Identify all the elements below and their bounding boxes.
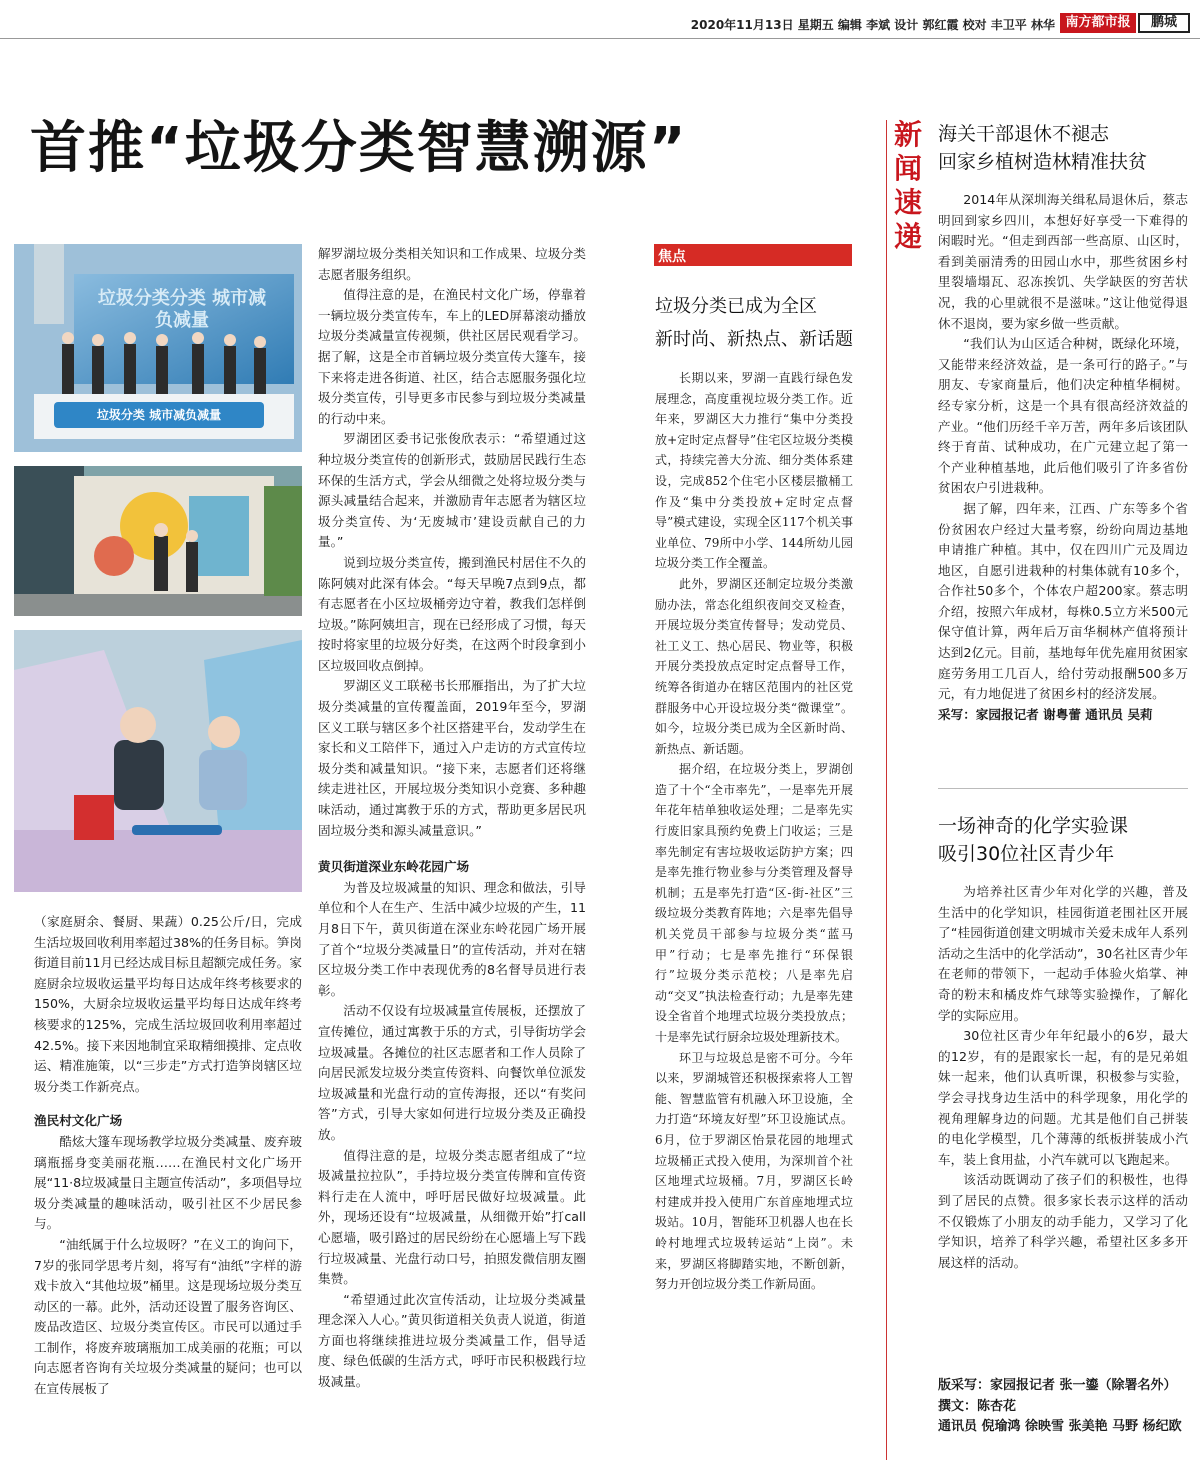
news-flash-label: 新闻速递 <box>894 118 923 253</box>
article-paragraph: “希望通过此次宣传活动，让垃圾分类减量理念深入人心。”黄贝街道相关负责人说道，街道方面也将继续推进垃圾分类减量工作，倡导适度、绿色低碳的生活方式，呼吁市民积极践行垃圾减量。 <box>318 1291 586 1390</box>
stage-event-photo <box>14 244 302 452</box>
credit-line-1: 版采写：家园报记者 张一鎏（除署名外） <box>938 1378 1177 1393</box>
mural-scene-illustration <box>14 466 302 616</box>
column-1-text <box>34 912 302 1400</box>
article-paragraph: 罗湖团区委书记张俊欣表示：“希望通过这种垃圾分类宣传的创新形式，鼓励居民践行生态环保的生活方式，学会从细微之处将垃圾分类与源头减量结合起来，并激励青年志愿者为辖区垃圾分类宣传、为‘无废城市’建设贡献自己的力量。” <box>318 431 586 550</box>
focus-paragraph: 此外，罗湖区还制定垃圾分类激励办法，常态化组织夜间交叉检查，开展垃圾分类宣传督导；发动党员、社工义工、热心居民、物业等，积极开展分类投放点定时定点督导工作，统筹各街道办在辖区范围内的社区党群服务中心开设垃圾分类“微课堂”。如今，垃圾分类已成为全区新时尚、新热点、新话题。 <box>655 576 853 756</box>
focus-title-line2: 新时尚、新热点、新话题 <box>655 329 853 350</box>
story1-title-line1: 海关干部退休不褪志 <box>938 123 1110 145</box>
masthead-bar <box>0 10 1200 36</box>
article-paragraph: 解罗湖垃圾分类相关知识和工作成果、垃圾分类志愿者服务组织。 <box>318 246 586 282</box>
article-paragraph: 为普及垃圾减量的知识、理念和做法，引导单位和个人在生产、生活中减少垃圾的产生，11月8日下午，黄贝街道在深业东岭花园广场开展了首个“垃圾分类减量日”的宣传活动，并对在辖区垃圾分类工作中表现优秀的8名督导员进行表彰。 <box>318 879 586 998</box>
story1-paragraph: 2014年从深圳海关缉私局退休后，蔡志明回到家乡四川，本想好好享受一下难得的闲暇时光。“但走到西部一些高原、山区时，看到美丽清秀的田园山水中，那些贫困乡村里裂墙塌瓦、忍冻挨饥、失学缺医的穷苦状况，我的心里就很不是滋味。”这让他觉得退休不退岗，要为家乡做一些贡献。 <box>938 192 1188 331</box>
story2-paragraph: 该活动既调动了孩子们的积极性，也得到了居民的点赞。很多家长表示这样的活动不仅锻炼了小朋友的动手能力，又学习了化学知识，培养了科学兴趣，希望社区多多开展这样的活动。 <box>938 1172 1188 1270</box>
article-paragraph: 说到垃圾分类宣传，搬到渔民村居住不久的陈阿姨对此深有体会。“每天早晚7点到9点，都有志愿者在小区垃圾桶旁边守着，教我们怎样倒垃圾。”陈阿姨坦言，现在已经形成了习惯，每天按时将家里的垃圾分好类，在这两个时段拿到小区垃圾回收点倒掉。 <box>318 554 586 673</box>
focus-paragraph: 环卫与垃圾总是密不可分。今年以来，罗湖城管还积极探索将人工智能、智慧监管有机融入环卫设施，全力打造“环境友好型”环卫设施试点。6月，位于罗湖区怡景花园的地埋式垃圾桶正式投入使用，为深圳首个社区地埋式垃圾桶。7月，罗湖区长岭村建成并投入使用广东首座地埋式垃圾站。10月，智能环卫机器人也在长岭村地埋式垃圾转运站“上岗”。未来，罗湖区将脚踏实地，不断创新，努力开创垃圾分类工作新局面。 <box>655 1050 853 1292</box>
story1-title-line2: 回家乡植树造林精准扶贫 <box>938 151 1148 173</box>
news-story-1-text <box>938 190 1188 725</box>
focus-title <box>655 290 855 356</box>
article-paragraph: 酷炫大篷车现场教学垃圾分类减量、废弃玻璃瓶摇身变美丽花瓶……在渔民村文化广场开展“11·8垃圾减量日主题宣传活动”，多项倡导垃圾分类减量的趣味活动，吸引社区不少居民参与。 <box>34 1133 302 1232</box>
focus-text <box>655 368 853 1295</box>
focus-bar <box>654 244 852 266</box>
page-credits <box>938 1376 1188 1438</box>
focus-paragraph: 长期以来，罗湖一直践行绿色发展理念，高度重视垃圾分类工作。近年来，罗湖区大力推行“集中分类投放+定时定点督导”住宅区垃圾分类模式，持续完善大分流、细分类体系建设，完成852个住宅小区楼层撤桶工作及“集中分类投放+定时定点督导”模式建设，实现全区117个机关事业单位、79所中小学、144所幼儿园垃圾分类工作全覆盖。 <box>655 371 853 571</box>
news-story-2-title <box>938 812 1188 868</box>
children-activity-photo <box>14 630 302 892</box>
focus-tag: 焦点 <box>658 249 686 265</box>
article-paragraph: （家庭厨余、餐厨、果蔬）0.25公斤/日，完成生活垃圾回收利用率超过38%的任务目标。笋岗街道目前11月已经达成目标且超额完成任务。家庭厨余垃圾收运量平均每日达成年终考核要求的150%，大厨余垃圾收运量平均每日达成年终考核要求的125%，完成生活垃圾回收利用率超过42.5%。接下来因地制宜采取精细摸排、定点收运、精准施策，以“三步走”方式打造笋岗辖区垃圾分类工作新亮点。 <box>34 914 302 1094</box>
issue-info: 2020年11月13日 星期五 编辑 李斌 设计 郭红霞 校对 丰卫平 林华 <box>690 18 1055 32</box>
subheading-fishing-village: 渔民村文化广场 <box>34 1113 123 1129</box>
column-2-text <box>318 244 586 1393</box>
stage-front-text: 垃圾分类 城市减负减量 <box>96 408 222 422</box>
article-paragraph: 罗湖区义工联秘书长邢雁指出，为了扩大垃圾分类减量的宣传覆盖面，2019年至今，罗湖区义工联与辖区多个社区搭建平台，发动学生在家长和义工陪伴下，通过入户走访的方式宣传垃圾分类和减量知识。“接下来，志愿者们还将继续走进社区，开展垃圾分类知识小竞赛、多种趣味活动，通过寓教于乐的方式，帮助更多居民巩固垃圾分类和源头减量意识。” <box>318 678 586 838</box>
story2-title-line1: 一场神奇的化学实验课 <box>938 815 1129 837</box>
article-paragraph: 值得注意的是，在渔民村文化广场，停靠着一辆垃圾分类宣传车，车上的LED屏幕滚动播放垃圾分类减量宣传视频，供社区居民观看学习。据了解，这是全市首辆垃圾分类宣传大篷车，接下来将走进各街道、社区，结合志愿服务强化垃圾分类宣传，引导更多市民参与到垃圾分类减量的行动中来。 <box>318 287 586 426</box>
story1-credit: 采写：家园报记者 谢粤蕾 通讯员 吴莉 <box>938 706 1153 722</box>
focus-paragraph: 据介绍，在垃圾分类上，罗湖创造了十个“全市率先”，一是率先开展年花年桔单独收运处理；二是率先实行废旧家具预约免费上门收运；三是率先制定有害垃圾收运防护方案；四是率先推行物业参与分类管理及督导机制；五是率先打造“区-街-社区”三级垃圾分类教育阵地；六是率先倡导机关党员干部参与垃圾分类“蓝马甲”行动；七是率先推行“环保银行”垃圾分类示范校；八是率先启动“交叉”执法检查行动；九是率先建设全省首个地埋式垃圾分类投放点；十是率先试行厨余垃圾处理新技术。 <box>655 762 853 1044</box>
article-paragraph: 值得注意的是，垃圾分类志愿者组成了“垃圾减量拉拉队”，手持垃圾分类宣传牌和宣传资料行走在人流中，呼吁居民做好垃圾减量。此外，现场还设有“垃圾减量，从细微开始”打call心愿墙，吸引路过的居民纷纷在心愿墙上写下践行垃圾减量、光盘行动口号，拍照发微信朋友圈集赞。 <box>318 1147 586 1287</box>
section-logo: 鹏城 <box>1138 13 1190 33</box>
story2-paragraph: 为培养社区青少年对化学的兴趣，普及生活中的化学知识，桂园街道老围社区开展了“桂园街道创建文明城市关爱未成年人系列活动之生活中的化学活动”，30名社区青少年在老师的带领下，一起动手体验火焰掌、神奇的粉末和橘皮炸气球等实验操作，了解化学的实际应用。 <box>938 884 1188 1023</box>
children-scene-illustration <box>14 630 302 892</box>
focus-title-line1: 垃圾分类已成为全区 <box>655 296 817 317</box>
stage-banner-text: 垃圾分类分类 城市减负减量 <box>97 288 267 331</box>
news-story-2-text <box>938 882 1188 1273</box>
story1-paragraph: 据了解，四年来，江西、广东等多个省份贫困农户经过大量考察，纷纷向周边基地申请推广种植。其中，仅在四川广元及周边地区，自愿引进栽种的村集体就有10多个，合作社50多个，个体农户超200家。蔡志明介绍，按照六年成材，每株0.5立方米500元保守值计算，两年后万亩华桐林产值将预计达到2亿元。目前，基地每年优先雇用贫困家庭劳务用工几百人，给付劳动报酬500多万元，有力地促进了贫困乡村的经济发展。 <box>938 500 1188 702</box>
newspaper-logo: 南方都市报 <box>1060 13 1136 33</box>
story2-paragraph: 30位社区青少年年纪最小的6岁，最大的12岁，有的是跟家长一起，有的是兄弟姐妹一起来，他们认真听课，积极参与实验，学会寻找身边生活中的科学现象，用化学的视角理解身边的问题。尤其是他们自己拼装的电化学模型，几个薄薄的纸板拼装成小汽车，装上食用盐，小汽车就可以飞跑起来。 <box>938 1028 1188 1167</box>
story2-title-line2: 吸引30位社区青少年 <box>938 843 1115 865</box>
credit-line-3: 通讯员 倪瑜鸿 徐映雪 张美艳 马野 杨纪欧 <box>938 1419 1182 1435</box>
article-paragraph: “油纸属于什么垃圾呀？”在义工的询问下，7岁的张同学思考片刻，将写有“油纸”字样的游戏卡放入“其他垃圾”桶里。这是现场垃圾分类互动区的一幕。此外，活动还设置了服务咨询区、废品改造区、垃圾分类宣传区。市民可以通过手工制作，将废弃玻璃瓶加工成美丽的花瓶；可以向志愿者咨询有关垃圾分类减量的疑问；也可以在宣传展板了 <box>34 1236 302 1397</box>
credit-line-2: 撰文：陈杏花 <box>938 1398 1017 1414</box>
news-story-1-title <box>938 120 1188 176</box>
column-divider <box>886 120 887 1460</box>
article-paragraph: 活动不仅设有垃圾减量宣传展板，还摆放了宣传摊位，通过寓教于乐的方式，引导街坊学会垃圾减量。各摊位的社区志愿者和工作人员除了向居民派发垃圾分类宣传资料、向餐饮单位派发垃圾减量和光盘行动的宣传海报，还以“有奖问答”方式，引导大家如何进行垃圾分类及正确投放。 <box>318 1003 586 1142</box>
header-rule <box>0 38 1200 39</box>
story1-paragraph: “我们认为山区适合种树，既绿化环境，又能带来经济效益，是一条可行的路子。”与朋友、专家商量后，他们决定种植华桐树。经专家分析，这是一个具有很高经济效益的产业。“他们历经千辛万苦，两年多后该团队终于育苗、试种成功，在广元建立起了第一个产业种植基地，此后他们吸引了许多省份贫困农户引进栽种。 <box>938 336 1188 496</box>
story-divider <box>938 788 1188 789</box>
mural-painting-photo <box>14 466 302 616</box>
subheading-huangbei: 黄贝街道深业东岭花园广场 <box>318 859 470 875</box>
page-headline: 首推“垃圾分类智慧溯源” <box>30 116 688 181</box>
